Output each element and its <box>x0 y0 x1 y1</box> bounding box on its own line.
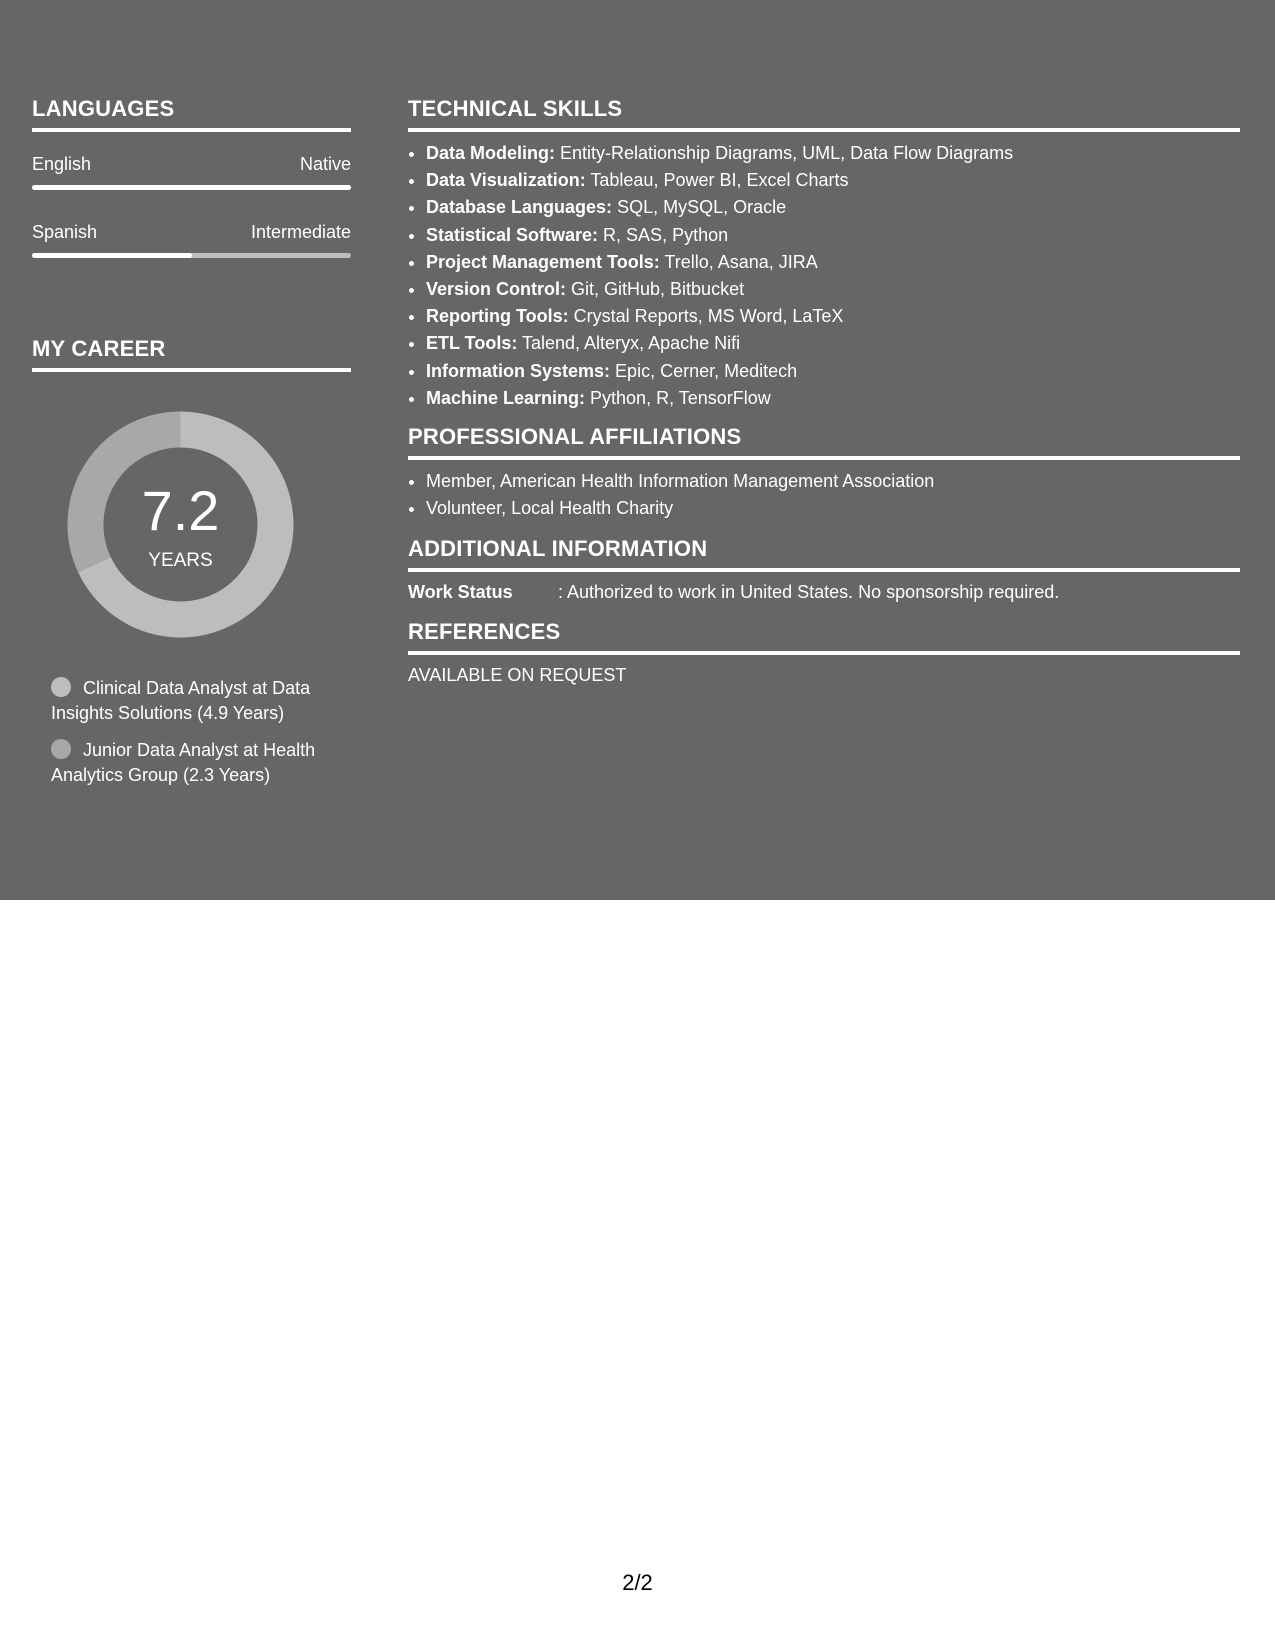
language-proficiency-fill <box>32 253 192 258</box>
skill-label: Version Control: <box>426 279 567 300</box>
language-spanish <box>32 222 351 258</box>
legend-label: Junior Data Analyst at Health Analytics Group (2.3 Years) <box>51 740 316 785</box>
skill-label: ETL Tools: <box>426 333 518 354</box>
affiliations-list <box>408 468 1240 522</box>
affiliation-item: • Member, American Health Information Management Association <box>426 468 1240 495</box>
skill-label: Data Visualization: <box>426 170 586 191</box>
legend-dot <box>51 739 71 759</box>
language-level: Intermediate <box>250 222 351 242</box>
work-status-key: Work Status <box>408 582 513 603</box>
skill-value: Python, R, TensorFlow <box>585 387 771 408</box>
left-column <box>32 96 351 372</box>
career-donut <box>66 410 295 639</box>
work-status-value: : Authorized to work in United States. No sponsorship required. <box>558 582 1060 603</box>
skill-label: Database Languages: <box>426 197 613 218</box>
skill-value: R, SAS, Python <box>598 224 729 245</box>
technical-skills-list <box>408 140 1240 412</box>
language-english <box>32 154 351 190</box>
skill-value: Trello, Asana, JIRA <box>659 251 818 272</box>
legend-dot <box>51 677 71 697</box>
skill-item <box>426 330 1240 357</box>
work-status-row <box>408 582 1240 603</box>
skill-item <box>426 249 1240 276</box>
language-proficiency-fill <box>32 185 351 190</box>
skill-label: Statistical Software: <box>426 224 599 245</box>
donut-center <box>66 410 295 639</box>
language-level: Native <box>299 154 351 174</box>
skill-label: Information Systems: <box>426 360 611 381</box>
affiliations-title: PROFESSIONAL AFFILIATIONS <box>408 424 1240 460</box>
skill-item <box>426 167 1240 194</box>
affiliation-item: • Volunteer, Local Health Charity <box>426 495 1240 522</box>
career-title: MY CAREER <box>32 336 351 372</box>
skill-label: Project Management Tools: <box>426 251 660 272</box>
references-title: REFERENCES <box>408 619 1240 655</box>
language-row <box>32 222 351 243</box>
career-total-years: 7.2 <box>141 479 220 542</box>
skill-item <box>426 303 1240 330</box>
page-number: 2/2 <box>622 1570 653 1595</box>
language-proficiency-bar <box>32 185 351 190</box>
skill-label: Data Modeling: <box>426 143 555 163</box>
skill-label: Machine Learning: <box>426 387 586 408</box>
skill-item <box>426 385 1240 412</box>
language-name: Spanish <box>32 222 98 242</box>
references-text: AVAILABLE ON REQUEST <box>408 665 627 686</box>
skill-item <box>426 276 1240 303</box>
skill-value: Entity-Relationship Diagrams, UML, Data Flow Diagrams <box>555 143 1014 163</box>
skill-value: Epic, Cerner, Meditech <box>610 360 798 381</box>
language-name: English <box>32 154 92 174</box>
legend-item <box>51 676 331 726</box>
legend-item <box>51 738 331 788</box>
legend-label: Clinical Data Analyst at Data Insights Solutions (4.9 Years) <box>51 678 311 723</box>
language-proficiency-bar <box>32 253 351 258</box>
skill-value: SQL, MySQL, Oracle <box>612 197 787 218</box>
skill-value: Git, GitHub, Bitbucket <box>566 279 745 300</box>
skill-item <box>426 194 1240 221</box>
skill-label: Reporting Tools: <box>426 306 569 327</box>
skill-value: Talend, Alteryx, Apache Nifi <box>517 333 741 354</box>
career-total-unit: YEARS <box>148 550 213 571</box>
languages-title: LANGUAGES <box>32 96 351 132</box>
skill-value: Crystal Reports, MS Word, LaTeX <box>568 306 844 327</box>
additional-info-title: ADDITIONAL INFORMATION <box>408 536 1240 572</box>
right-column <box>408 96 1240 686</box>
skill-item <box>426 358 1240 385</box>
skill-item <box>426 140 1240 167</box>
language-row <box>32 154 351 175</box>
skill-value: Tableau, Power BI, Excel Charts <box>585 170 849 191</box>
career-legend <box>51 676 331 800</box>
skill-item <box>426 222 1240 249</box>
technical-skills-title: TECHNICAL SKILLS <box>408 96 1240 132</box>
